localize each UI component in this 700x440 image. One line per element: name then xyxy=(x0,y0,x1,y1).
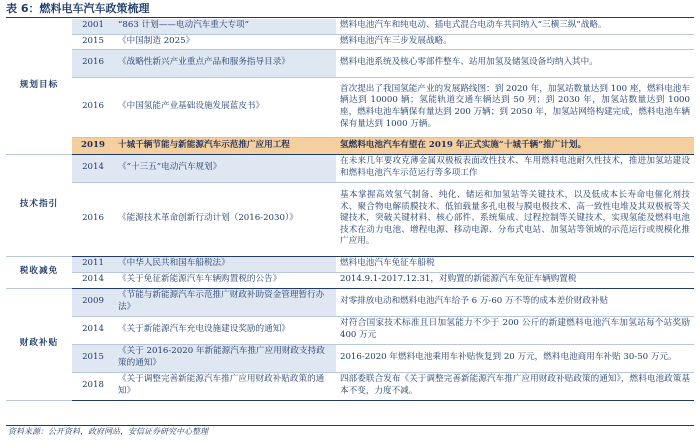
row-year: 2019 xyxy=(72,137,114,154)
row-year: 2014 xyxy=(72,316,114,344)
table-row xyxy=(6,77,694,137)
row-content: 氢燃料电池汽车有望在 2019 年正式实施“十城千辆”推广计划。 xyxy=(336,137,694,154)
row-year: 2015 xyxy=(72,34,114,49)
row-content: 对符合国家技术标准且日加氢能力不少于 200 公斤的新建燃料电池汽车加氢站每个站奖励 400 万元 xyxy=(336,316,694,344)
row-content: 在未来几年要攻克薄金属双极板表面改性技术、车用燃料电池耐久性技术，推进加氢站建设和燃料电池汽车示范运行等多项工作 xyxy=(336,154,694,182)
row-year: 2018 xyxy=(72,372,114,400)
row-policy-name: 《关于免征新能源汽车车辆购置税的公告》 xyxy=(114,272,336,288)
row-year: 2015 xyxy=(72,344,114,372)
category-fiscal: 财政补贴 xyxy=(6,288,72,400)
row-policy-name: 《关于调整完善新能源汽车推广应用财政补贴政策的通知》 xyxy=(114,372,336,400)
row-content: 基本掌握高效氢气制备、纯化、储运和加氢站等关键技术，以及低成本长寿命电催化剂技术、聚合物电解质膜技术、低铂载量多孔电极与膜电极技术、高一致性电堆及其双极板等关键技术，突破关键材料、核心部件、系统集成、过程控制等关键技术，实现氢能及燃料电池技术在动力电池、增程电源、移动电源、分布式电站、加氢站等领域的示范运行或规模化推广应用。 xyxy=(336,182,694,256)
category-planning: 规划目标 xyxy=(6,19,72,154)
table-row xyxy=(6,288,694,316)
row-year: 2014 xyxy=(72,154,114,182)
table-row xyxy=(6,256,694,272)
row-content: 2014.9.1-2017.12.31，对购置的新能源汽车免征车辆购置税 xyxy=(336,272,694,288)
row-policy-name: 十城千辆节能与新能源汽车示范推广应用工程 xyxy=(114,137,336,154)
row-content: 对零排放电动和燃料电池汽车给予 6 万-60 万不等的成本差价财政补贴 xyxy=(336,288,694,316)
row-policy-name: 《节能与新能源汽车示范推广财政补助资金管理暂行办法》 xyxy=(114,288,336,316)
table-row xyxy=(6,316,694,344)
row-content: 首次提出了我国氢能产业的发展路线图：到 2020 年，加氢站数量达到 100 座，燃料电池车辆达到 10000 辆；氢能轨道交通车辆达到 50 列；到 2030 年，加氢站数量达到 1000 座，燃料电池车辆保有量达到 200 万辆；到 2050 年，加氢站网络构建完成，燃料电池车辆保有量达到 1000 万辆。 xyxy=(336,77,694,137)
row-policy-name: 《“十三五”电动汽车规划》 xyxy=(114,154,336,182)
row-policy-name: “863 计划——电动汽车重大专项” xyxy=(114,19,336,34)
row-content: 四部委联合发布《关于调整完善新能源汽车推广应用财政补贴政策的通知》，燃料电池政策基本不变，力度不减。 xyxy=(336,372,694,400)
category-tax: 税收减免 xyxy=(6,256,72,288)
row-content: 燃料电池汽车免征车船税 xyxy=(336,256,694,272)
row-policy-name: 《关于 2016-2020 年新能源汽车推广应用财政支持政策的通知》 xyxy=(114,344,336,372)
table-row xyxy=(6,154,694,182)
row-policy-name: 《中华人民共和国车船税法》 xyxy=(114,256,336,272)
table-row-highlighted xyxy=(6,137,694,154)
table-row xyxy=(6,344,694,372)
table-row xyxy=(6,272,694,288)
row-year: 2016 xyxy=(72,182,114,256)
row-year: 2016 xyxy=(72,49,114,77)
row-policy-name: 《中国制造 2025》 xyxy=(114,34,336,49)
row-policy-name: 《能源技术革命创新行动计划（2016-2030）》 xyxy=(114,182,336,256)
row-year: 2014 xyxy=(72,272,114,288)
row-policy-name: 《中国氢能产业基础设施发展蓝皮书》 xyxy=(114,77,336,137)
table-row xyxy=(6,34,694,49)
table-row xyxy=(6,19,694,34)
row-content: 燃料电池汽车和纯电动、插电式混合电动车共同纳入“三横三纵”战略。 xyxy=(336,19,694,34)
row-content: 2016-2020 年燃料电池乘用车补贴恢复到 20 万元，燃料电池商用车补贴 30-50 万元。 xyxy=(336,344,694,372)
row-content: 燃料电池汽车三步发展战略。 xyxy=(336,34,694,49)
row-policy-name: 《关于新能源汽车充电设施建设奖励的通知》 xyxy=(114,316,336,344)
row-year: 2011 xyxy=(72,256,114,272)
category-tech: 技术指引 xyxy=(6,154,72,256)
table-row xyxy=(6,49,694,77)
policy-table xyxy=(6,19,694,401)
row-year: 2009 xyxy=(72,288,114,316)
table-row xyxy=(6,182,694,256)
row-year: 2001 xyxy=(72,19,114,34)
row-year: 2016 xyxy=(72,77,114,137)
source-note: 资料来源：公开资料，政府网站，安信证券研究中心整理 xyxy=(6,425,694,438)
row-content: 燃料电池系统及核心零部件整车、站用加氢及储氢设备均纳入其中。 xyxy=(336,49,694,77)
table-title: 表 6：燃料电车汽车政策梳理 xyxy=(6,2,694,18)
table-row xyxy=(6,372,694,400)
row-policy-name: 《战略性新兴产业重点产品和服务指导目录》 xyxy=(114,49,336,77)
